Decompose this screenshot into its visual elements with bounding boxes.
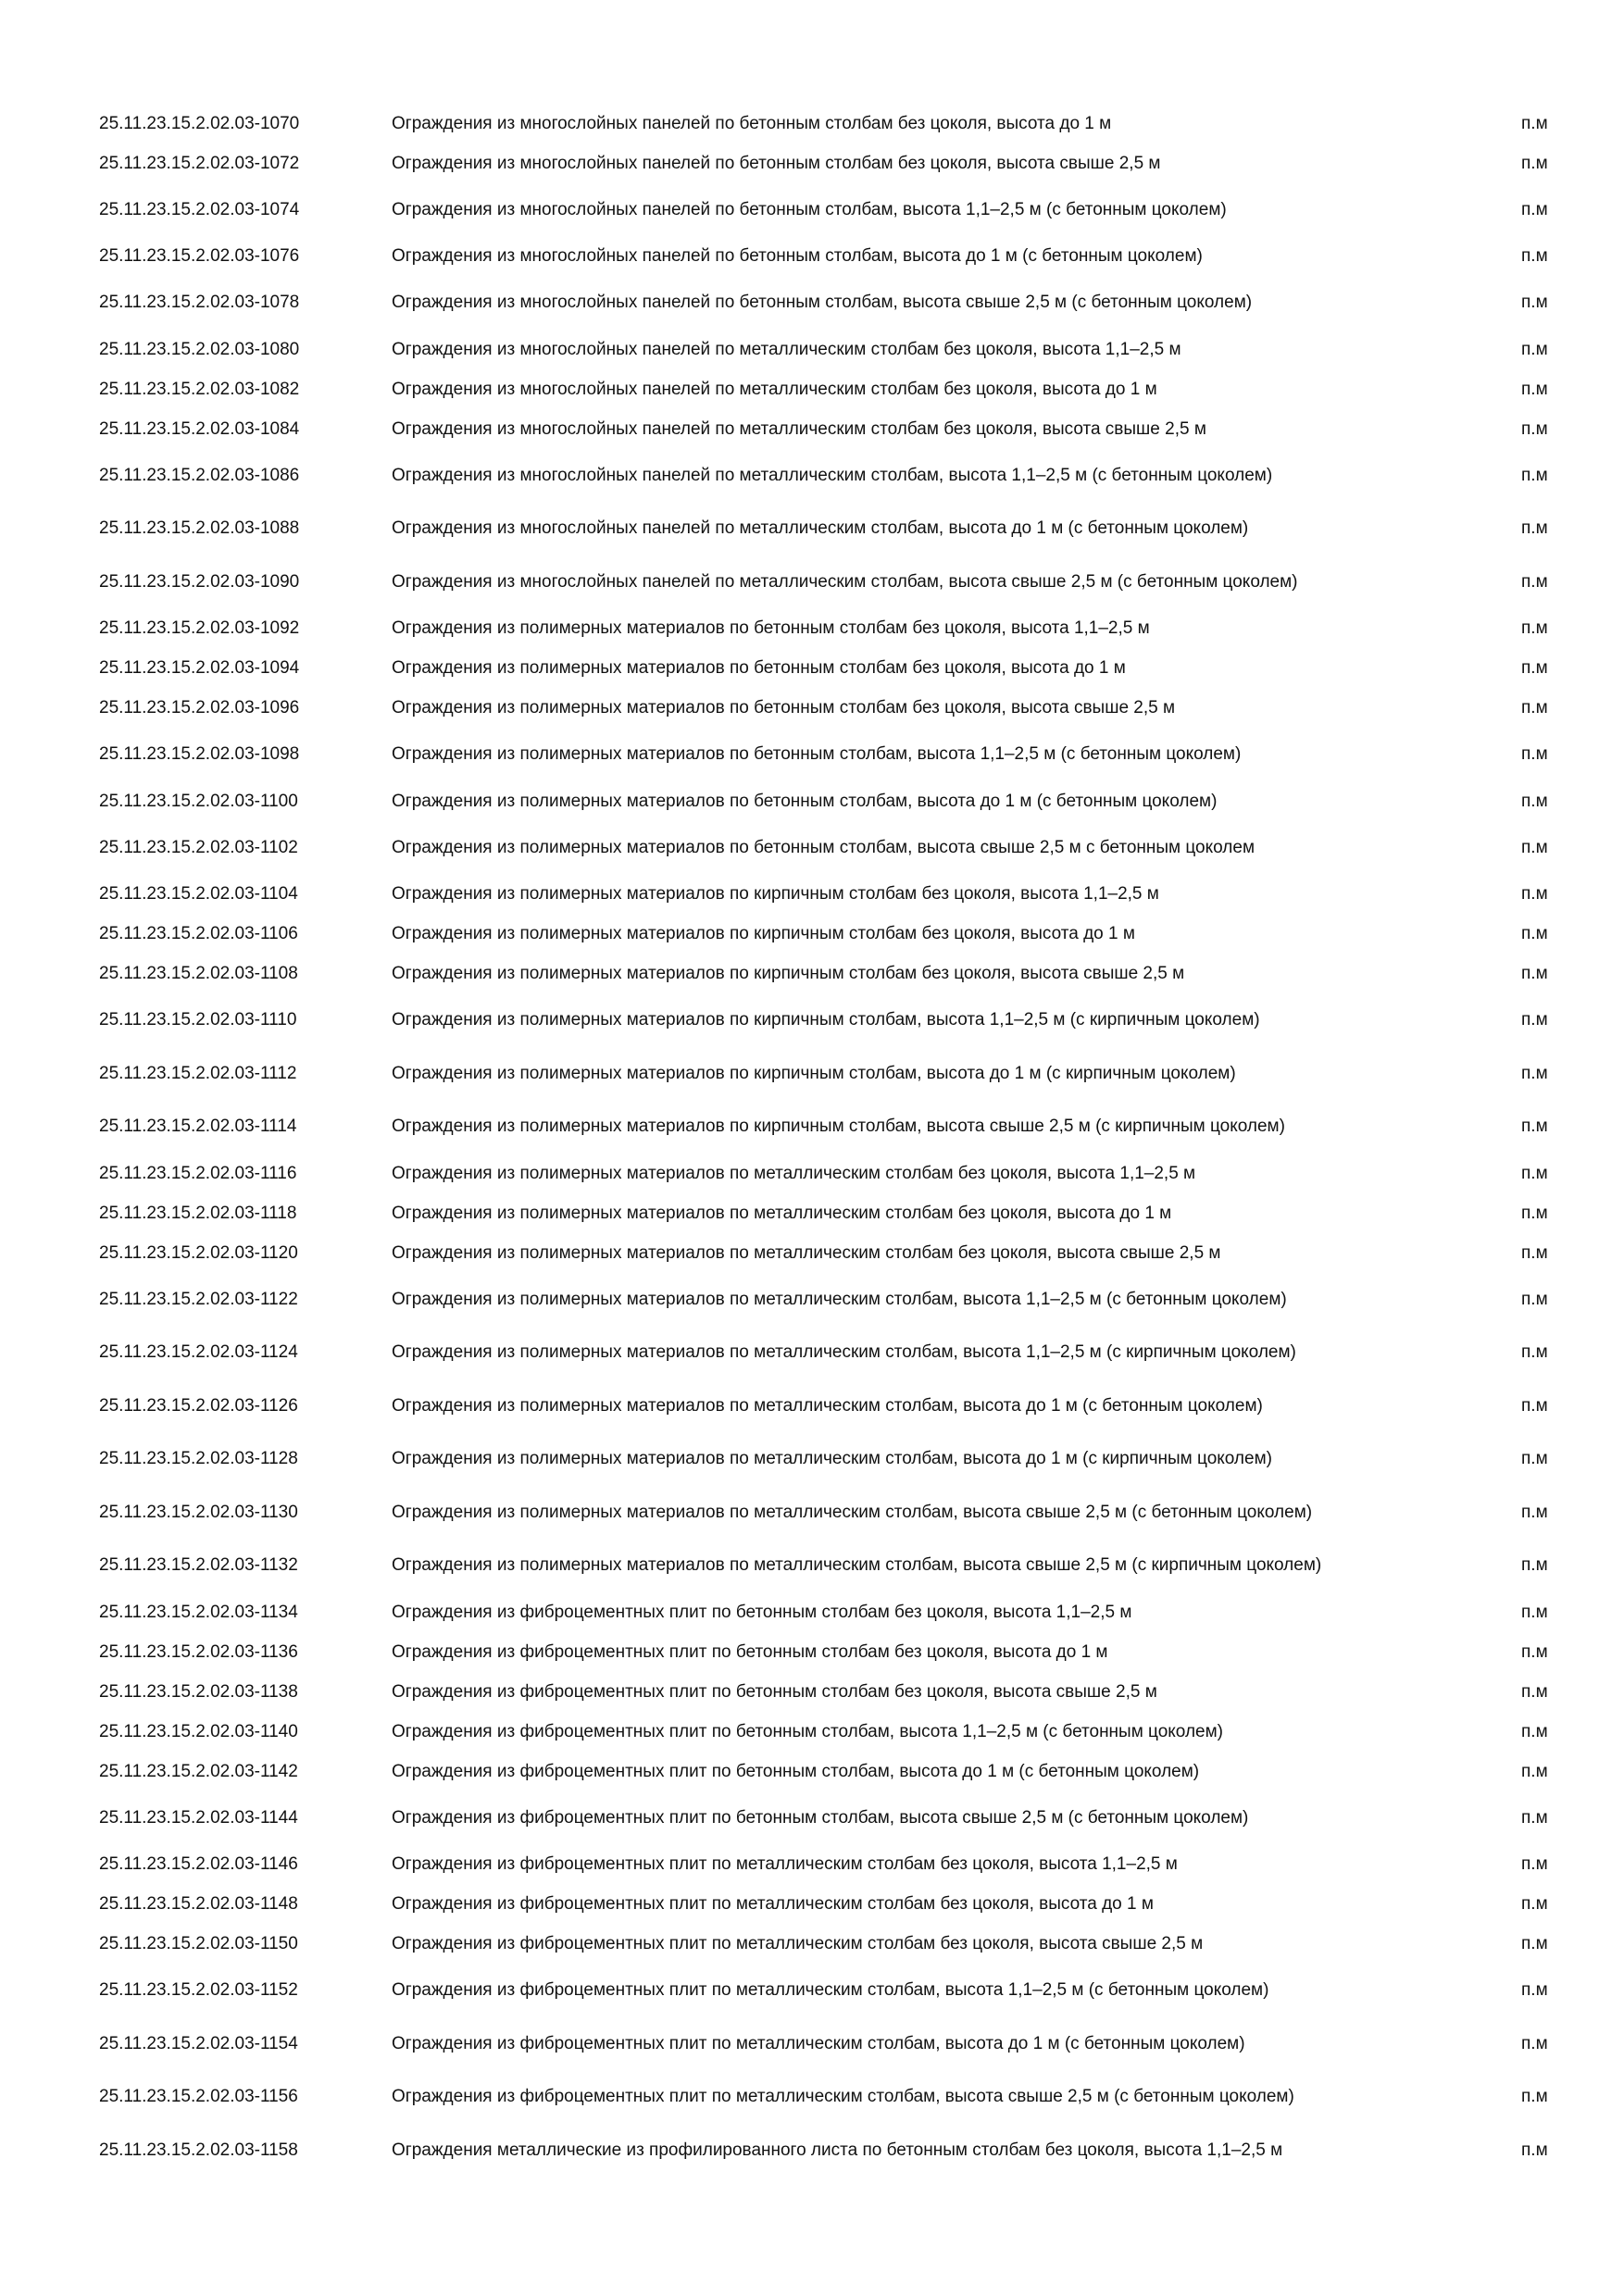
table-row bbox=[0, 915, 1624, 955]
table-row bbox=[0, 369, 1624, 409]
row-code: 25.11.23.15.2.02.03-1138 bbox=[99, 1681, 298, 1702]
row-unit: п.м bbox=[1521, 1854, 1548, 1874]
row-code: 25.11.23.15.2.02.03-1118 bbox=[99, 1203, 297, 1223]
row-unit: п.м bbox=[1521, 113, 1548, 133]
row-description: Ограждения из многослойных панелей по бетонным столбам, высота 1,1–2,5 м (с бетонным цоколем) bbox=[392, 199, 1227, 219]
row-code: 25.11.23.15.2.02.03-1148 bbox=[99, 1894, 298, 1914]
row-description: Ограждения из полимерных материалов по кирпичным столбам без цоколя, высота до 1 м bbox=[392, 924, 1135, 943]
table-row bbox=[0, 821, 1624, 875]
row-description: Ограждения из многослойных панелей по бетонным столбам, высота до 1 м (с бетонным цоколем) bbox=[392, 246, 1203, 266]
row-description: Ограждения из фиброцементных плит по бетонным столбам без цоколя, высота свыше 2,5 м bbox=[392, 1681, 1157, 1702]
row-code: 25.11.23.15.2.02.03-1124 bbox=[99, 1342, 298, 1363]
row-description: Ограждения из полимерных материалов по металлическим столбам, высота до 1 м (с кирпичным цоколем) bbox=[392, 1449, 1272, 1469]
table-row bbox=[0, 1379, 1624, 1433]
table-row bbox=[0, 503, 1624, 556]
table-row bbox=[0, 1273, 1624, 1327]
row-unit: п.м bbox=[1521, 924, 1548, 943]
row-code: 25.11.23.15.2.02.03-1070 bbox=[99, 113, 300, 133]
row-description: Ограждения из полимерных материалов по металлическим столбам без цоколя, высота свыше 2,5 м bbox=[392, 1242, 1221, 1263]
table-row bbox=[0, 2071, 1624, 2125]
row-code: 25.11.23.15.2.02.03-1128 bbox=[99, 1449, 298, 1469]
row-unit: п.м bbox=[1521, 1761, 1548, 1781]
row-description: Ограждения из полимерных материалов по кирпичным столбам без цоколя, высота свыше 2,5 м bbox=[392, 964, 1185, 983]
row-code: 25.11.23.15.2.02.03-1082 bbox=[99, 379, 300, 399]
row-description: Ограждения из фиброцементных плит по бетонным столбам, высота свыше 2,5 м (с бетонным цоколем) bbox=[392, 1807, 1249, 1828]
row-code: 25.11.23.15.2.02.03-1104 bbox=[99, 884, 298, 904]
row-unit: п.м bbox=[1521, 1163, 1548, 1183]
row-description: Ограждения из полимерных материалов по металлическим столбам, высота свыше 2,5 м (с кирпичным цоколем) bbox=[392, 1555, 1322, 1576]
row-unit: п.м bbox=[1521, 1395, 1548, 1416]
row-code: 25.11.23.15.2.02.03-1126 bbox=[99, 1395, 298, 1416]
row-description: Ограждения из полимерных материалов по бетонным столбам, высота 1,1–2,5 м (с бетонным цоколем) bbox=[392, 744, 1242, 765]
table-row bbox=[0, 1791, 1624, 1845]
row-code: 25.11.23.15.2.02.03-1108 bbox=[99, 964, 298, 983]
row-code: 25.11.23.15.2.02.03-1152 bbox=[99, 1980, 298, 2001]
row-description: Ограждения из фиброцементных плит по бетонным столбам без цоколя, высота 1,1–2,5 м bbox=[392, 1602, 1132, 1622]
row-unit: п.м bbox=[1521, 1641, 1548, 1662]
table-row bbox=[0, 330, 1624, 369]
row-unit: п.м bbox=[1521, 1117, 1548, 1137]
table-row bbox=[0, 1592, 1624, 1632]
table-row bbox=[0, 1845, 1624, 1885]
row-description: Ограждения из многослойных панелей по бетонным столбам, высота свыше 2,5 м (с бетонным цоколем) bbox=[392, 293, 1253, 313]
row-code: 25.11.23.15.2.02.03-1084 bbox=[99, 418, 300, 439]
table-row bbox=[0, 555, 1624, 609]
table-row bbox=[0, 183, 1624, 237]
row-code: 25.11.23.15.2.02.03-1140 bbox=[99, 1721, 298, 1741]
table-row bbox=[0, 729, 1624, 782]
table-row bbox=[0, 104, 1624, 144]
row-unit: п.м bbox=[1521, 1063, 1548, 1083]
row-code: 25.11.23.15.2.02.03-1122 bbox=[99, 1289, 298, 1309]
table-row bbox=[0, 1047, 1624, 1101]
row-unit: п.м bbox=[1521, 1342, 1548, 1363]
table-row bbox=[0, 1433, 1624, 1487]
row-description: Ограждения из многослойных панелей по металлическим столбам, высота 1,1–2,5 м (с бетонным цоколем) bbox=[392, 465, 1273, 485]
row-unit: п.м bbox=[1521, 964, 1548, 983]
row-code: 25.11.23.15.2.02.03-1096 bbox=[99, 698, 300, 718]
row-description: Ограждения из многослойных панелей по бетонным столбам без цоколя, высота до 1 м bbox=[392, 113, 1112, 133]
row-description: Ограждения из полимерных материалов по металлическим столбам, высота свыше 2,5 м (с бетонным цоколем) bbox=[392, 1502, 1313, 1522]
row-code: 25.11.23.15.2.02.03-1156 bbox=[99, 2087, 298, 2107]
row-unit: п.м bbox=[1521, 339, 1548, 359]
row-code: 25.11.23.15.2.02.03-1098 bbox=[99, 744, 300, 765]
table-row bbox=[0, 689, 1624, 729]
row-code: 25.11.23.15.2.02.03-1074 bbox=[99, 199, 300, 219]
row-description: Ограждения из фиброцементных плит по металлическим столбам без цоколя, высота до 1 м bbox=[392, 1894, 1154, 1914]
table-row bbox=[0, 1154, 1624, 1193]
table-row bbox=[0, 449, 1624, 503]
table-row bbox=[0, 2124, 1624, 2177]
row-code: 25.11.23.15.2.02.03-1136 bbox=[99, 1641, 298, 1662]
table-row bbox=[0, 144, 1624, 183]
row-description: Ограждения из фиброцементных плит по металлическим столбам, высота до 1 м (с бетонным цоколем) bbox=[392, 2033, 1245, 2053]
row-unit: п.м bbox=[1521, 2140, 1548, 2160]
row-description: Ограждения из полимерных материалов по кирпичным столбам, высота 1,1–2,5 м (с кирпичным цоколем) bbox=[392, 1010, 1260, 1030]
row-description: Ограждения из фиброцементных плит по металлическим столбам, высота свыше 2,5 м (с бетонным цоколем) bbox=[392, 2087, 1294, 2107]
table-row bbox=[0, 1233, 1624, 1273]
table-row bbox=[0, 277, 1624, 331]
row-code: 25.11.23.15.2.02.03-1080 bbox=[99, 339, 300, 359]
table-row bbox=[0, 1672, 1624, 1712]
row-code: 25.11.23.15.2.02.03-1076 bbox=[99, 246, 300, 266]
row-code: 25.11.23.15.2.02.03-1150 bbox=[99, 1934, 298, 1953]
row-code: 25.11.23.15.2.02.03-1106 bbox=[99, 924, 298, 943]
row-description: Ограждения из многослойных панелей по металлическим столбам, высота свыше 2,5 м (с бетонным цоколем) bbox=[392, 571, 1298, 592]
classifier-table bbox=[0, 104, 1624, 2177]
row-code: 25.11.23.15.2.02.03-1090 bbox=[99, 571, 300, 592]
row-code: 25.11.23.15.2.02.03-1088 bbox=[99, 518, 300, 539]
row-description: Ограждения из полимерных материалов по кирпичным столбам, высота до 1 м (с кирпичным цоколем) bbox=[392, 1063, 1236, 1083]
table-row bbox=[0, 781, 1624, 821]
row-code: 25.11.23.15.2.02.03-1154 bbox=[99, 2033, 298, 2053]
row-code: 25.11.23.15.2.02.03-1112 bbox=[99, 1063, 297, 1083]
row-description: Ограждения из полимерных материалов по металлическим столбам без цоколя, высота 1,1–2,5 м bbox=[392, 1163, 1196, 1183]
row-unit: п.м bbox=[1521, 153, 1548, 173]
row-description: Ограждения из полимерных материалов по бетонным столбам, высота свыше 2,5 м с бетонным цоколем bbox=[392, 837, 1255, 857]
table-row bbox=[0, 1752, 1624, 1791]
table-row bbox=[0, 609, 1624, 649]
row-unit: п.м bbox=[1521, 1807, 1548, 1828]
table-row bbox=[0, 875, 1624, 915]
row-unit: п.м bbox=[1521, 618, 1548, 638]
table-row bbox=[0, 955, 1624, 994]
row-code: 25.11.23.15.2.02.03-1086 bbox=[99, 465, 300, 485]
row-unit: п.м bbox=[1521, 698, 1548, 718]
table-row bbox=[0, 1712, 1624, 1752]
row-code: 25.11.23.15.2.02.03-1130 bbox=[99, 1502, 298, 1522]
row-unit: п.м bbox=[1521, 884, 1548, 904]
row-unit: п.м bbox=[1521, 1203, 1548, 1223]
row-unit: п.м bbox=[1521, 1289, 1548, 1309]
row-code: 25.11.23.15.2.02.03-1158 bbox=[99, 2140, 298, 2160]
row-code: 25.11.23.15.2.02.03-1146 bbox=[99, 1854, 298, 1874]
table-row bbox=[0, 409, 1624, 449]
table-row bbox=[0, 2017, 1624, 2071]
row-description: Ограждения из полимерных материалов по металлическим столбам, высота 1,1–2,5 м (с кирпичным цоколем) bbox=[392, 1342, 1296, 1363]
row-description: Ограждения из полимерных материалов по бетонным столбам без цоколя, высота 1,1–2,5 м bbox=[392, 618, 1150, 638]
row-code: 25.11.23.15.2.02.03-1116 bbox=[99, 1163, 297, 1183]
row-description: Ограждения из полимерных материалов по кирпичным столбам без цоколя, высота 1,1–2,5 м bbox=[392, 884, 1159, 904]
table-row bbox=[0, 1925, 1624, 1965]
table-row bbox=[0, 1327, 1624, 1380]
row-code: 25.11.23.15.2.02.03-1100 bbox=[99, 791, 298, 811]
row-unit: п.м bbox=[1521, 1980, 1548, 2001]
row-code: 25.11.23.15.2.02.03-1114 bbox=[99, 1117, 297, 1137]
row-unit: п.м bbox=[1521, 1449, 1548, 1469]
row-description: Ограждения из полимерных материалов по бетонным столбам без цоколя, высота до 1 м bbox=[392, 658, 1126, 678]
row-code: 25.11.23.15.2.02.03-1078 bbox=[99, 293, 300, 313]
row-unit: п.м bbox=[1521, 465, 1548, 485]
row-description: Ограждения из фиброцементных плит по металлическим столбам без цоколя, высота 1,1–2,5 м bbox=[392, 1854, 1178, 1874]
row-code: 25.11.23.15.2.02.03-1134 bbox=[99, 1602, 298, 1622]
row-unit: п.м bbox=[1521, 1242, 1548, 1263]
row-description: Ограждения из полимерных материалов по бетонным столбам без цоколя, высота свыше 2,5 м bbox=[392, 698, 1176, 718]
row-unit: п.м bbox=[1521, 837, 1548, 857]
row-unit: п.м bbox=[1521, 2033, 1548, 2053]
row-code: 25.11.23.15.2.02.03-1094 bbox=[99, 658, 300, 678]
row-code: 25.11.23.15.2.02.03-1132 bbox=[99, 1555, 298, 1576]
row-description: Ограждения из многослойных панелей по металлическим столбам без цоколя, высота свыше 2,5 м bbox=[392, 418, 1206, 439]
table-row bbox=[0, 237, 1624, 277]
row-unit: п.м bbox=[1521, 199, 1548, 219]
row-description: Ограждения из многослойных панелей по бетонным столбам без цоколя, высота свыше 2,5 м bbox=[392, 153, 1161, 173]
table-row bbox=[0, 1486, 1624, 1540]
row-unit: п.м bbox=[1521, 571, 1548, 592]
row-description: Ограждения из многослойных панелей по металлическим столбам без цоколя, высота 1,1–2,5 м bbox=[392, 339, 1181, 359]
row-unit: п.м bbox=[1521, 246, 1548, 266]
row-description: Ограждения из фиброцементных плит по металлическим столбам без цоколя, высота свыше 2,5 м bbox=[392, 1934, 1204, 1953]
row-unit: п.м bbox=[1521, 658, 1548, 678]
row-code: 25.11.23.15.2.02.03-1092 bbox=[99, 618, 300, 638]
row-code: 25.11.23.15.2.02.03-1142 bbox=[99, 1761, 298, 1781]
row-unit: п.м bbox=[1521, 1894, 1548, 1914]
row-description: Ограждения из многослойных панелей по металлическим столбам, высота до 1 м (с бетонным цоколем) bbox=[392, 518, 1249, 539]
table-row bbox=[0, 1885, 1624, 1925]
row-unit: п.м bbox=[1521, 744, 1548, 765]
row-code: 25.11.23.15.2.02.03-1102 bbox=[99, 837, 298, 857]
row-unit: п.м bbox=[1521, 1502, 1548, 1522]
row-unit: п.м bbox=[1521, 379, 1548, 399]
row-description: Ограждения из полимерных материалов по металлическим столбам, высота до 1 м (с бетонным цоколем) bbox=[392, 1395, 1263, 1416]
row-unit: п.м bbox=[1521, 418, 1548, 439]
row-unit: п.м bbox=[1521, 1934, 1548, 1953]
row-description: Ограждения металлические из профилированного листа по бетонным столбам без цоколя, высота 1,1–2,5 м bbox=[392, 2140, 1283, 2160]
row-description: Ограждения из фиброцементных плит по бетонным столбам без цоколя, высота до 1 м bbox=[392, 1641, 1108, 1662]
row-unit: п.м bbox=[1521, 1602, 1548, 1622]
table-row bbox=[0, 1193, 1624, 1233]
row-unit: п.м bbox=[1521, 1721, 1548, 1741]
row-unit: п.м bbox=[1521, 293, 1548, 313]
row-code: 25.11.23.15.2.02.03-1144 bbox=[99, 1807, 298, 1828]
row-description: Ограждения из фиброцементных плит по бетонным столбам, высота 1,1–2,5 м (с бетонным цоколем) bbox=[392, 1721, 1224, 1741]
row-code: 25.11.23.15.2.02.03-1110 bbox=[99, 1010, 297, 1030]
row-unit: п.м bbox=[1521, 518, 1548, 539]
row-description: Ограждения из полимерных материалов по металлическим столбам без цоколя, высота до 1 м bbox=[392, 1203, 1172, 1223]
table-row bbox=[0, 1632, 1624, 1672]
row-code: 25.11.23.15.2.02.03-1120 bbox=[99, 1242, 298, 1263]
row-unit: п.м bbox=[1521, 1010, 1548, 1030]
row-unit: п.м bbox=[1521, 2087, 1548, 2107]
table-row bbox=[0, 994, 1624, 1048]
table-row bbox=[0, 649, 1624, 689]
table-row bbox=[0, 1101, 1624, 1154]
table-row bbox=[0, 1540, 1624, 1593]
table-row bbox=[0, 1965, 1624, 2018]
row-description: Ограждения из многослойных панелей по металлическим столбам без цоколя, высота до 1 м bbox=[392, 379, 1157, 399]
row-description: Ограждения из полимерных материалов по бетонным столбам, высота до 1 м (с бетонным цоколем) bbox=[392, 791, 1218, 811]
row-unit: п.м bbox=[1521, 1681, 1548, 1702]
row-unit: п.м bbox=[1521, 791, 1548, 811]
row-description: Ограждения из фиброцементных плит по бетонным столбам, высота до 1 м (с бетонным цоколем) bbox=[392, 1761, 1200, 1781]
row-code: 25.11.23.15.2.02.03-1072 bbox=[99, 153, 300, 173]
row-description: Ограждения из полимерных материалов по кирпичным столбам, высота свыше 2,5 м (с кирпичным цоколем) bbox=[392, 1117, 1285, 1137]
row-unit: п.м bbox=[1521, 1555, 1548, 1576]
row-description: Ограждения из полимерных материалов по металлическим столбам, высота 1,1–2,5 м (с бетонным цоколем) bbox=[392, 1289, 1287, 1309]
row-description: Ограждения из фиброцементных плит по металлическим столбам, высота 1,1–2,5 м (с бетонным цоколем) bbox=[392, 1980, 1269, 2001]
